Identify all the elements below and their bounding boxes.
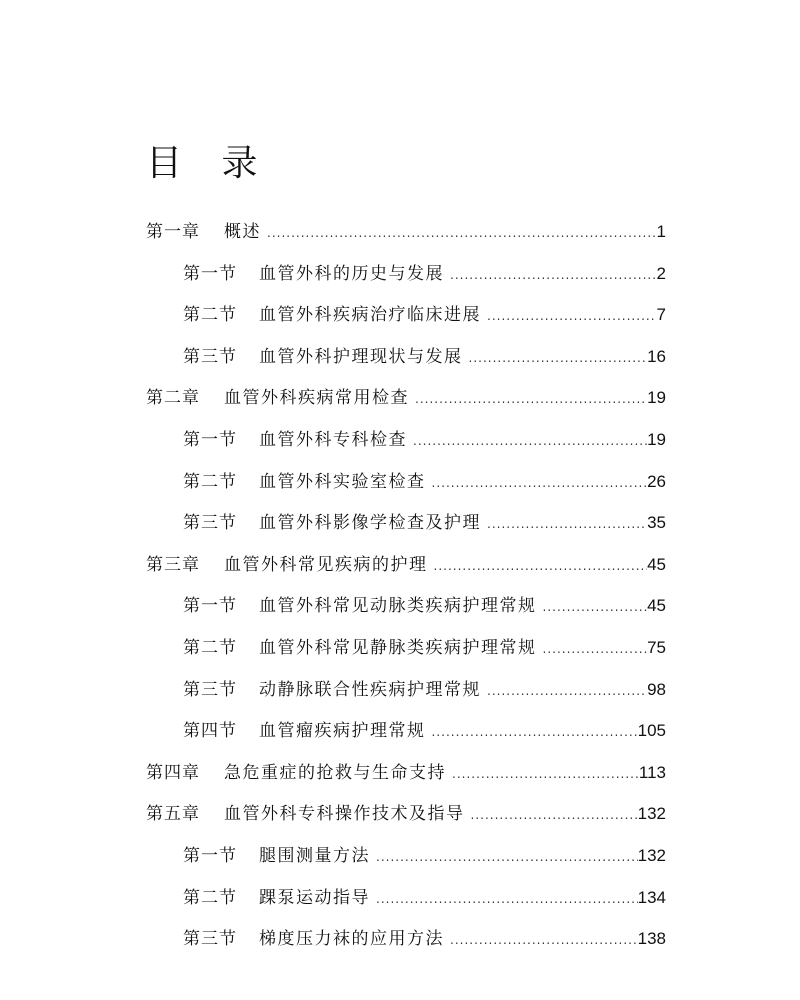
toc-entry-title: 血管外科疾病常用检查 xyxy=(224,388,409,409)
toc-entry-label: 第一节 xyxy=(183,846,237,866)
toc-section-row[interactable] xyxy=(183,927,666,952)
toc-entry-title: 踝泵运动指导 xyxy=(259,887,370,908)
toc-entry-label: 第五章 xyxy=(146,804,200,825)
toc-section-row[interactable] xyxy=(183,345,666,370)
toc-page-number: 16 xyxy=(647,346,666,366)
toc-section-row[interactable] xyxy=(183,886,666,911)
toc-page-number: 1 xyxy=(656,222,666,241)
dot-leader xyxy=(485,304,656,328)
dot-leader xyxy=(485,512,647,536)
toc-entry-label: 第二节 xyxy=(183,305,237,326)
dot-leader xyxy=(374,887,638,911)
toc-page-number: 7 xyxy=(656,305,666,325)
toc-chapter-row[interactable] xyxy=(146,802,666,827)
toc-chapter-row[interactable] xyxy=(146,386,666,411)
toc-section-row[interactable] xyxy=(183,303,666,328)
toc-page-number: 26 xyxy=(647,471,666,491)
toc-page-number: 2 xyxy=(656,263,666,283)
toc-entry-title: 血管外科的历史与发展 xyxy=(259,263,444,284)
toc-entry-label: 第一节 xyxy=(183,263,237,284)
dot-leader xyxy=(448,263,656,287)
toc-entry-label: 第二节 xyxy=(183,638,237,658)
dot-leader xyxy=(450,762,639,786)
toc-entry-label: 第二节 xyxy=(183,471,237,492)
dot-leader xyxy=(541,637,648,661)
page-title: 目 录 xyxy=(146,143,272,184)
dot-leader xyxy=(413,387,647,411)
toc-section-row[interactable] xyxy=(183,428,666,453)
toc-chapter-row[interactable] xyxy=(146,553,666,578)
toc-entry-title: 腿围测量方法 xyxy=(259,846,370,866)
toc-section-row[interactable] xyxy=(183,594,666,619)
toc-section-row[interactable] xyxy=(183,678,666,703)
toc-entry-label: 第四节 xyxy=(183,721,237,742)
toc-chapter-row[interactable] xyxy=(146,761,666,786)
toc-section-row[interactable] xyxy=(183,844,666,869)
toc-page-number: 134 xyxy=(637,887,666,907)
toc-section-row[interactable] xyxy=(183,470,666,495)
toc-entry-title: 血管外科疾病治疗临床进展 xyxy=(259,305,481,326)
toc-page-number: 132 xyxy=(637,846,666,865)
toc-page-number: 105 xyxy=(637,721,666,741)
toc-entry-label: 第三节 xyxy=(183,929,237,950)
dot-leader xyxy=(411,429,647,453)
toc-entry-title: 血管瘤疾病护理常规 xyxy=(259,721,426,742)
dot-leader xyxy=(430,471,648,495)
toc-page-number: 19 xyxy=(647,430,666,449)
toc-entry-title: 急危重症的抢救与生命支持 xyxy=(224,762,446,783)
dot-leader xyxy=(448,928,638,952)
toc-entry-title: 血管外科常见动脉类疾病护理常规 xyxy=(259,596,537,617)
toc-page-number: 113 xyxy=(638,762,666,782)
toc-page-number: 35 xyxy=(647,513,666,533)
toc-page-number: 19 xyxy=(647,388,666,408)
toc-entry-label: 第三章 xyxy=(146,554,200,575)
toc-entry-label: 第二节 xyxy=(183,887,237,908)
dot-leader xyxy=(265,221,656,245)
toc-entry-title: 概述 xyxy=(224,222,261,242)
toc-entry-title: 梯度压力袜的应用方法 xyxy=(259,929,444,950)
toc-section-row[interactable] xyxy=(183,511,666,536)
dot-leader xyxy=(467,346,648,370)
toc-chapter-row[interactable] xyxy=(146,220,666,245)
dot-leader xyxy=(469,803,638,827)
toc-entry-title: 血管外科专科检查 xyxy=(259,430,407,450)
toc-page-number: 75 xyxy=(647,638,666,657)
toc-entry-title: 血管外科护理现状与发展 xyxy=(259,346,463,367)
dot-leader xyxy=(432,554,648,578)
toc-page-number: 98 xyxy=(647,679,666,699)
toc-entry-title: 血管外科常见静脉类疾病护理常规 xyxy=(259,638,537,658)
toc-section-row[interactable] xyxy=(183,262,666,287)
toc-entry-label: 第一章 xyxy=(146,222,200,242)
toc-section-row[interactable] xyxy=(183,636,666,661)
toc-entry-title: 血管外科常见疾病的护理 xyxy=(224,554,428,575)
toc-entry-title: 血管外科实验室检查 xyxy=(259,471,426,492)
dot-leader xyxy=(374,845,638,869)
toc-entry-title: 血管外科专科操作技术及指导 xyxy=(224,804,465,825)
toc-page-number: 138 xyxy=(637,929,666,949)
toc-entry-label: 第四章 xyxy=(146,762,200,783)
toc-entry-label: 第三节 xyxy=(183,346,237,367)
toc-entry-title: 动静脉联合性疾病护理常规 xyxy=(259,679,481,700)
toc-page-number: 45 xyxy=(647,596,666,616)
toc-entry-label: 第三节 xyxy=(183,513,237,534)
dot-leader xyxy=(430,720,638,744)
toc-section-row[interactable] xyxy=(183,719,666,744)
toc-entry-label: 第三节 xyxy=(183,679,237,700)
toc-entry-label: 第一节 xyxy=(183,430,237,450)
toc-entry-title: 血管外科影像学检查及护理 xyxy=(259,513,481,534)
dot-leader xyxy=(541,595,648,619)
toc-page-number: 45 xyxy=(647,554,666,574)
toc-page-number: 132 xyxy=(637,804,666,824)
toc-entry-label: 第二章 xyxy=(146,388,200,409)
toc-entry-label: 第一节 xyxy=(183,596,237,617)
dot-leader xyxy=(485,679,647,703)
